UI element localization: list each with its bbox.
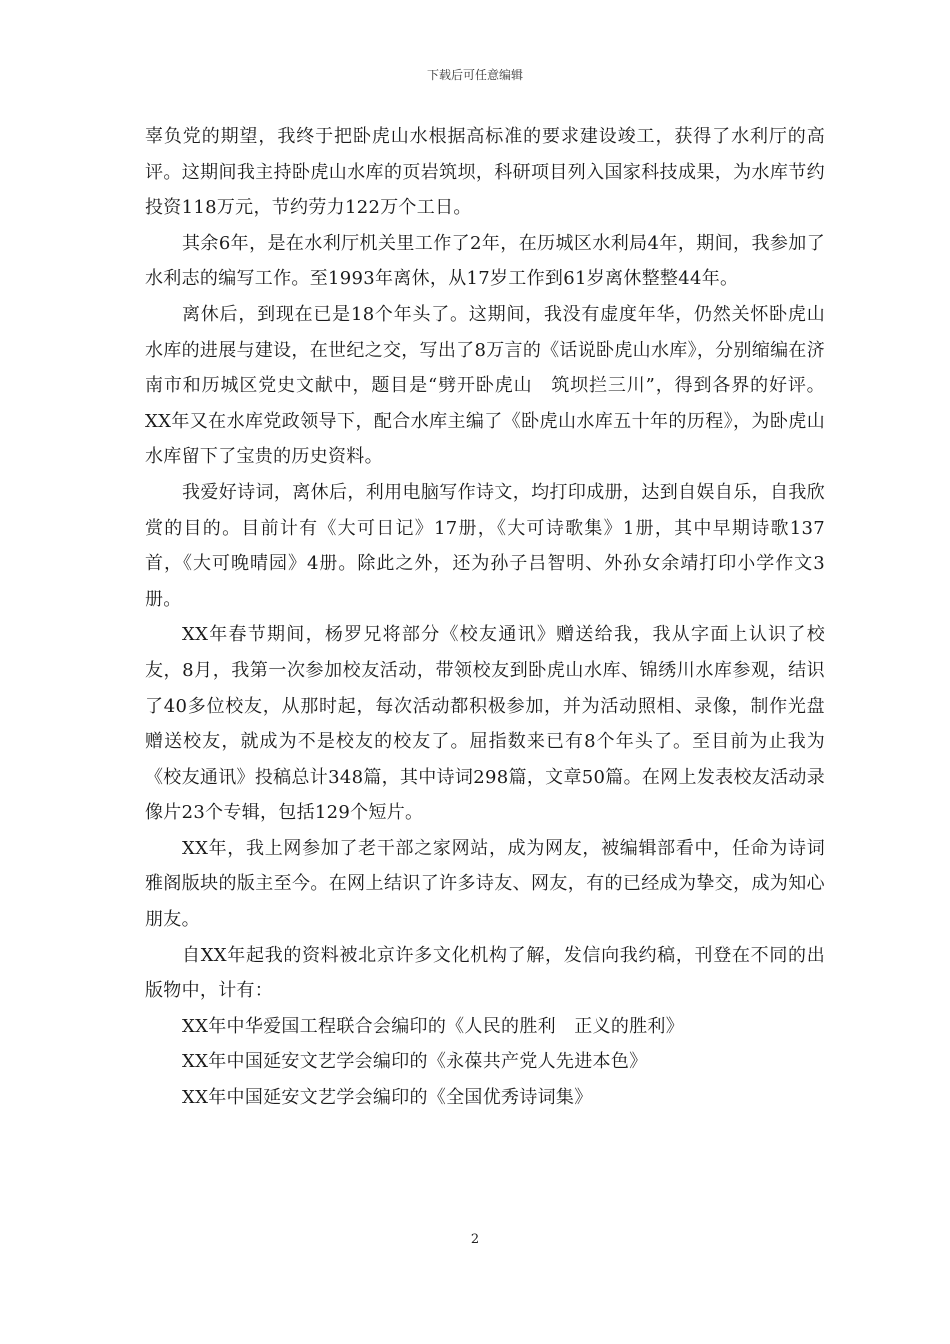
publication-list-item: XX年中国延安文艺学会编印的《永葆共产党人先进本色》 <box>182 1051 648 1073</box>
paragraph-3: 离休后，到现在已是18个年头了。这期间，我没有虚度年华，仍然关怀卧虎山水库的进展与建设，在世纪之交，写出了8万言的《话说卧虎山水库》，分别缩编在济南市和历城区党史文献中，题目是“劈开卧虎山 筑坝拦三川”，得到各界的好评。XX年又在水库党政领导下，配合水库主编了《卧虎山水库五十年的历程》，为卧虎山水库留下了宝贵的历史资料。 <box>145 303 825 468</box>
paragraph-7: 自XX年起我的资料被北京许多文化机构了解，发信向我约稿，刊登在不同的出版物中，计有： <box>145 944 825 1002</box>
publication-list-item: XX年中华爱国工程联合会编印的《人民的胜利 正义的胜利》 <box>182 1015 685 1037</box>
paragraph-4: 我爱好诗词，离休后，利用电脑写作诗文，均打印成册，达到自娱自乐，自我欣赏的目的。目前计有《大可日记》17册，《大可诗歌集》1册，其中早期诗歌137首，《大可晚晴园》4册。除此之外，还为孙子吕智明、外孙女余靖打印小学作文3册。 <box>145 481 825 610</box>
paragraph-5: XX年春节期间，杨罗兄将部分《校友通讯》赠送给我，我从字面上认识了校友，8月，我第一次参加校友活动，带领校友到卧虎山水库、锦绣川水库参观，结识了40多位校友，从那时起，每次活动都积极参加，并为活动照相、录像，制作光盘赠送校友，就成为不是校友的校友了。屈指数来已有8个年头了。至目前为止我为《校友通讯》投稿总计348篇，其中诗词298篇，文章50篇。在网上发表校友活动录像片23个专辑，包括129个短片。 <box>145 624 825 824</box>
page-header: 下载后可任意编辑 <box>426 68 523 82</box>
document-body <box>145 119 825 1116</box>
page-number: 2 <box>470 1232 480 1247</box>
paragraph-2: 其余6年，是在水利厅机关里工作了2年，在历城区水利局4年，期间，我参加了水利志的编写工作。至1993年离休，从17岁工作到61岁离休整整44年。 <box>145 232 825 290</box>
paragraph-1: 辜负党的期望，我终于把卧虎山水根据高标准的要求建设竣工，获得了水利厅的高评。这期间我主持卧虎山水库的页岩筑坝，科研项目列入国家科技成果，为水库节约投资118万元，节约劳力122万个工日。 <box>145 126 825 219</box>
paragraph-6: XX年，我上网参加了老干部之家网站，成为网友，被编辑部看中，任命为诗词雅阁版块的版主至今。在网上结识了许多诗友、网友，有的已经成为挚交，成为知心朋友。 <box>145 837 825 931</box>
publication-list-item: XX年中国延安文艺学会编印的《全国优秀诗词集》 <box>182 1087 593 1109</box>
